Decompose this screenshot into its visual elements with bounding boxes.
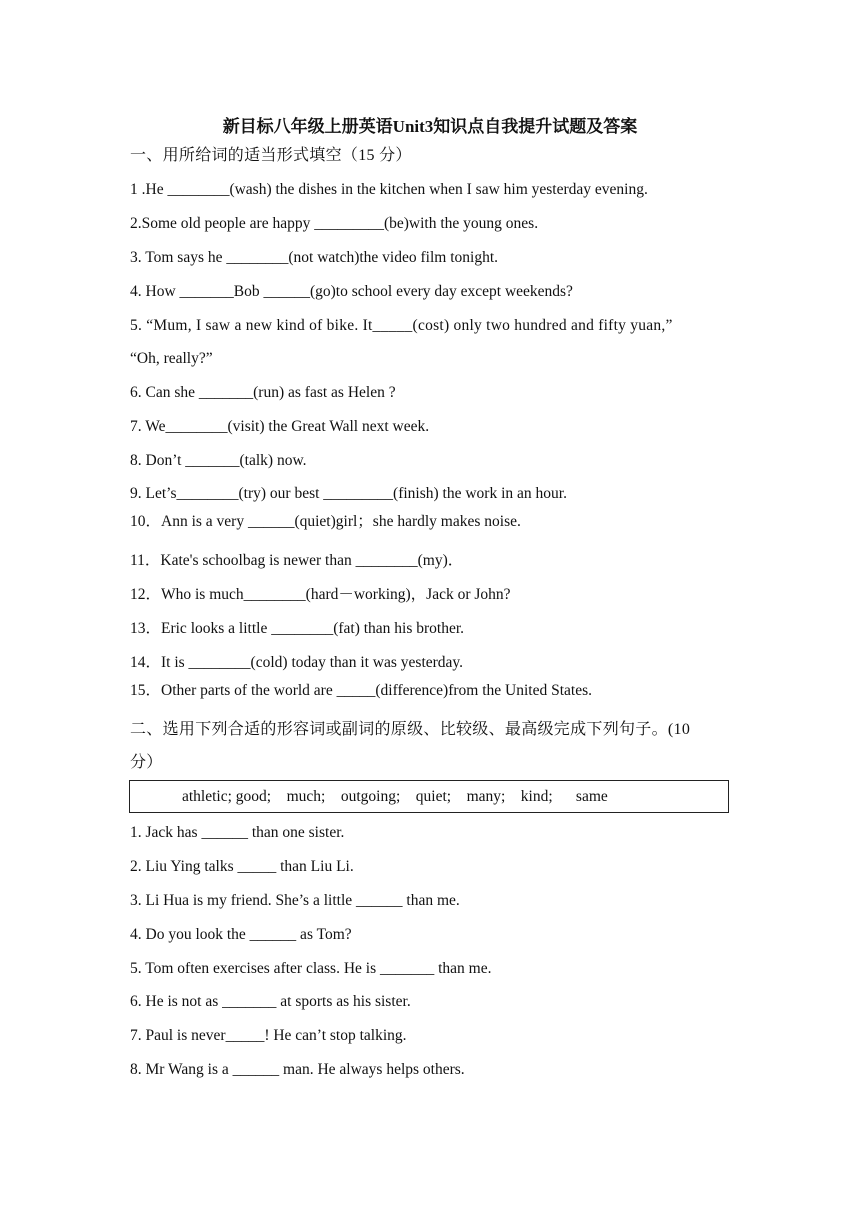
- document-title: 新目标八年级上册英语Unit3知识点自我提升试题及答案: [222, 117, 638, 136]
- section2-item-4: 4. Do you look the ______ as Tom?: [130, 926, 352, 943]
- section2-item-5: 5. Tom often exercises after class. He is _______ than me.: [130, 960, 492, 977]
- section2-heading: 二、选用下列合适的形容词或副词的原级、比较级、最高级完成下列句子。(10: [130, 721, 691, 738]
- section2-item-3: 3. Li Hua is my friend. She’s a little ______ than me.: [130, 892, 460, 909]
- section1-item-3: 3. Tom says he ________(not watch)the video film tonight.: [130, 249, 498, 266]
- section1-heading: 一、用所给词的适当形式填空（15 分）: [130, 147, 412, 164]
- section2-item-1: 1. Jack has ______ than one sister.: [130, 824, 345, 841]
- word-bank-list: athletic; good; much; outgoing; quiet; many; kind; same: [182, 788, 608, 805]
- section1-item-7: 7. We________(visit) the Great Wall next week.: [130, 418, 430, 435]
- section1-item-5-continuation: “Oh, really?”: [130, 350, 213, 367]
- section1-item-2: 2.Some old people are happy _________(be)with the young ones.: [130, 215, 539, 232]
- section1-item-1: 1 .He ________(wash) the dishes in the kitchen when I saw him yesterday evening.: [130, 181, 648, 198]
- section1-item-5: 5. “Mum, I saw a new kind of bike. It_____(cost) only two hundred and fifty yuan,”: [130, 317, 673, 334]
- section1-item-4: 4. How _______Bob ______(go)to school every day except weekends?: [130, 283, 573, 300]
- section1-item-8: 8. Don’t _______(talk) now.: [130, 452, 307, 469]
- section1-item-10: 10．Ann is a very ______(quiet)girl；she hardly makes noise.: [130, 513, 521, 530]
- section2-item-6: 6. He is not as _______ at sports as his sister.: [130, 993, 411, 1010]
- section2-item-8: 8. Mr Wang is a ______ man. He always helps others.: [130, 1061, 465, 1078]
- section1-item-9: 9. Let’s________(try) our best _________(finish) the work in an hour.: [130, 485, 567, 502]
- section1-item-13: 13．Eric looks a little ________(fat) than his brother.: [130, 620, 465, 637]
- section2-item-2: 2. Liu Ying talks _____ than Liu Li.: [130, 858, 354, 875]
- section1-item-11: 11．Kate's schoolbag is newer than ________(my)．: [130, 552, 464, 569]
- section1-item-15: 15．Other parts of the world are _____(difference)from the United States.: [130, 682, 592, 699]
- section1-item-12: 12．Who is much________(hard－working)，Jack or John?: [130, 586, 511, 603]
- section1-item-6: 6. Can she _______(run) as fast as Helen ?: [130, 384, 396, 401]
- section2-heading-continuation: 分）: [130, 754, 163, 771]
- section2-item-7: 7. Paul is never_____! He can’t stop talking.: [130, 1027, 407, 1044]
- section1-item-14: 14．It is ________(cold) today than it was yesterday.: [130, 654, 464, 671]
- word-bank-box: [129, 780, 729, 813]
